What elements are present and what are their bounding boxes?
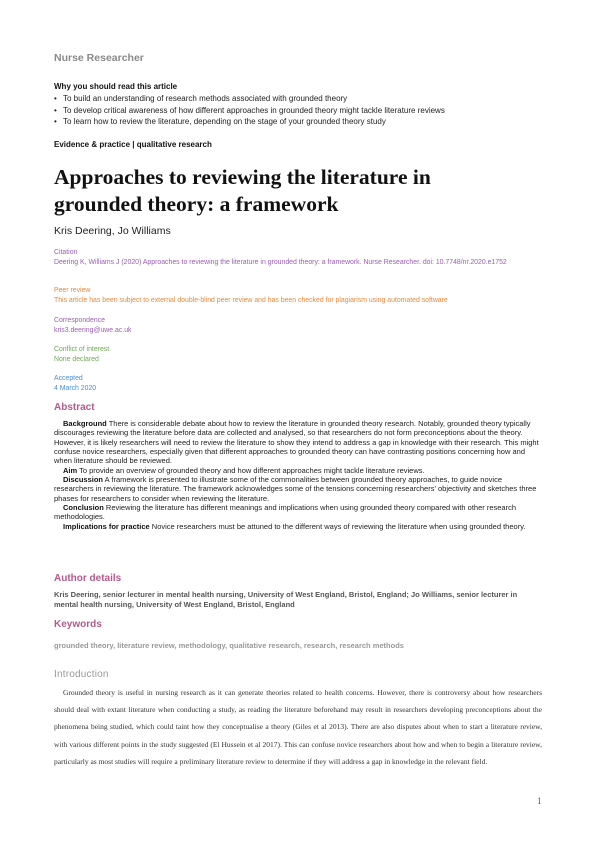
peer-review-label: Peer review xyxy=(54,287,91,294)
section-tag: Evidence & practice | qualitative research xyxy=(54,140,212,149)
why-read-heading: Why you should read this article xyxy=(54,82,178,91)
abstract-conclusion-label: Conclusion xyxy=(63,503,104,513)
citation-block xyxy=(54,248,542,268)
peer-review-text: This article has been subject to external double-blind peer review and has been checked for plagiarism using automated software xyxy=(54,296,448,304)
article-authors: Kris Deering, Jo Williams xyxy=(54,225,171,237)
abstract-background xyxy=(54,419,542,466)
accepted-block xyxy=(54,374,542,394)
citation-text: Deering K, Williams J (2020) Approaches to reviewing the literature in grounded theory: a framework. Nurse Researcher. doi: 10.7748/nr.2020.e1752 xyxy=(54,258,507,266)
conflict-of-interest-label: Conflict of interest xyxy=(54,346,110,353)
abstract-conclusion-text: Reviewing the literature has different meanings and implications when using grounded theory compared with other research methodologies. xyxy=(54,503,517,522)
abstract-aim xyxy=(54,466,542,475)
journal-name: Nurse Researcher xyxy=(54,52,144,64)
abstract-conclusion xyxy=(54,503,542,522)
correspondence-label: Correspondence xyxy=(54,317,105,324)
abstract-implications-text: Novice researchers must be attuned to the different ways of reviewing the literature when using grounded theory. xyxy=(149,521,526,531)
abstract-discussion-label: Discussion xyxy=(63,475,104,485)
conflict-of-interest-text: None declared xyxy=(54,355,99,363)
author-details-heading: Author details xyxy=(54,573,122,584)
author-details-text: Kris Deering, senior lecturer in mental health nursing, University of West England, Bristol, England; Jo Williams, senior lecturer in mental health nursing, University of West England, Bristol, England xyxy=(54,590,518,609)
abstract-background-label: Background xyxy=(63,419,107,428)
abstract-implications-label: Implications for practice xyxy=(63,521,150,531)
citation-label: Citation xyxy=(54,249,78,256)
page-number: 1 xyxy=(537,796,542,806)
why-read-item: • To learn how to review the literature, depending on the stage of your grounded theory study xyxy=(54,116,445,128)
accepted-label: Accepted xyxy=(54,375,83,382)
abstract-heading: Abstract xyxy=(54,402,95,413)
abstract-discussion xyxy=(54,475,542,503)
keywords-heading: Keywords xyxy=(54,619,102,630)
introduction-text: Grounded theory is useful in nursing research as it can generate theories related to health concerns. However, there is controversy about how researchers should deal with extant literature when conducting a study, as reading the literature beforehand may result in researchers developing preconceptions about the phenomena being studied, which could taint how they conceptualise a theory (Giles et al 2013). There are also disputes about when to start a literature review, with various different points in the study suggested (El Hussein et al 2017). This can confuse novice researchers about how and when to begin a literature review, particularly as most studies will require a preliminary literature review to determine if they will address a gap in knowledge in the relevant field. xyxy=(54,688,542,766)
abstract-body xyxy=(54,419,542,531)
accepted-date: 4 March 2020 xyxy=(54,384,97,392)
introduction-heading: Introduction xyxy=(54,669,109,680)
abstract-aim-label: Aim xyxy=(63,465,78,475)
why-read-item: • To develop critical awareness of how different approaches in grounded theory might tackle literature reviews xyxy=(54,105,445,117)
abstract-implications xyxy=(54,522,542,531)
why-read-item: • To build an understanding of research methods associated with grounded theory xyxy=(54,93,445,105)
abstract-aim-text: To provide an overview of grounded theory and how different approaches might tackle literature reviews. xyxy=(77,465,425,475)
peer-review-block xyxy=(54,286,542,306)
correspondence-email[interactable]: kris3.deering@uwe.ac.uk xyxy=(54,326,132,334)
article-title: Approaches to reviewing the literature in grounded theory: a framework xyxy=(54,165,431,216)
abstract-discussion-text: A framework is presented to illustrate some of the commonalities between grounded theory approaches, to guide novice researchers in reviewing the literature. The framework acknowledges some of the tensions concerning researchers' objectivity and sketches three phases for researchers to consider when reviewing the literature. xyxy=(54,475,537,503)
abstract-background-text: There is considerable debate about how to review the literature in grounded theory research. Notably, grounded theory typically discourages reviewing the literature before data are collected and analysed, so that researchers do not form preconceptions about the theory. However, it is likely researchers will need to review the literature to show they intend to address a gap in knowledge with their research. This might confuse novice researchers, especially given that different approaches to grounded theory can have contrasting positions concerning how and when literature should be reviewed. xyxy=(54,419,539,466)
why-read-list xyxy=(54,93,445,128)
keywords-text: grounded theory, literature review, methodology, qualitative research, research, research methods xyxy=(54,641,404,650)
correspondence-block xyxy=(54,316,542,336)
conflict-of-interest-block xyxy=(54,345,542,365)
